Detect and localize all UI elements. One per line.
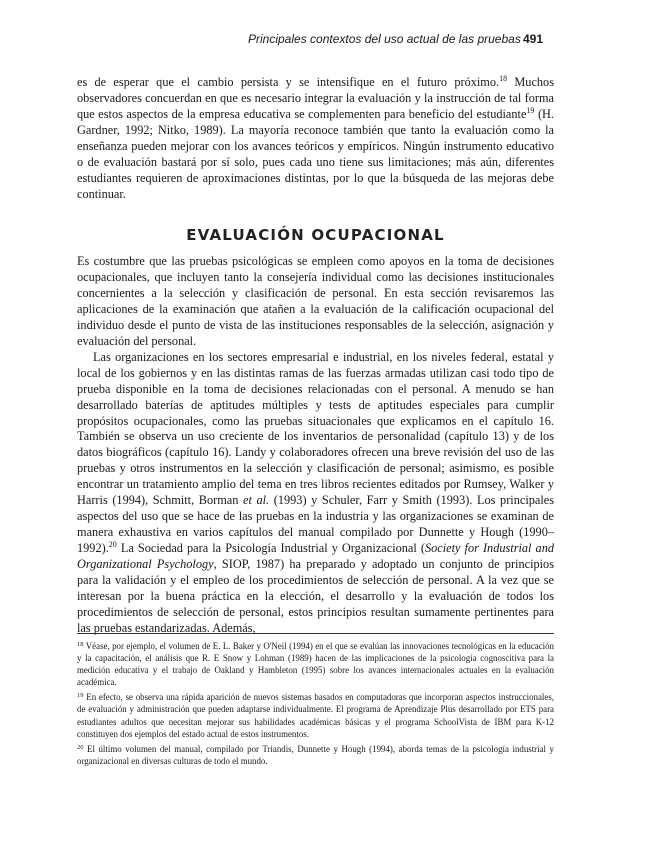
intro-text-3: (H. Gardner, 1992; Nitko, 1989). La mayoría reconoce también que tanto la evaluación como la enseñanza pueden mejorar con los avances teóricos y empíricos. Ningún instrumento educativo o de evaluación bastará por sí solo, pues cada uno tiene sus limitaciones; más aún, diferentes estudiantes requieren de aproximaciones distintas, por lo que la búsqueda de las mejoras debe continuar. xyxy=(77,106,555,201)
page-number: 491 xyxy=(522,32,543,46)
footnote-number: 18 xyxy=(77,641,84,648)
section-paragraph-1: Es costumbre que las pruebas psicológicas se empleen como apoyos en la toma de decisiones ocupacionales, que incluyen tanto la consejería individual como las decisiones institucionales concernientes a la selección y clasificación de personal. En esta sección revisaremos las aplicaciones de la examinación que atañen a la evaluación de la calificación ocupacional del individuo desde el punto de vista de las instituciones responsables de la selección, asignación y evaluación del personal. xyxy=(77,254,554,348)
footnote-text: El último volumen del manual, compilado por Triandis, Dunnette y Hough (1994), aborda temas de la psicología industrial y organizacional en diversas culturas de todo el mundo. xyxy=(77,743,554,766)
section-body xyxy=(77,254,554,637)
para2-text-3: La Sociedad para la Psicología Industrial y Organizacional ( xyxy=(116,541,425,556)
footnote-ref-19: 19 xyxy=(526,105,535,115)
intro-paragraph xyxy=(77,75,554,203)
footnote-ref-18: 18 xyxy=(499,74,508,83)
footnote-number: 19 xyxy=(77,692,84,700)
footnote-text: En efecto, se observa una rápida aparición de nuevos sistemas basados en computadoras que incorporan aspectos instruccionales, de evaluación y administración que pueden adaptarse individualmente. El programa de Aprendizaje Plus desarrollado por ETS para estudiantes adultos que necesitan mejorar sus habilidades académicas básicas y el programa SchoolVista de IBM para K-12 constituyen dos ejemplos del estado actual de estos instrumentos. xyxy=(77,692,554,739)
intro-text-1: es de esperar que el cambio persista y se intensifique en el futuro próximo. xyxy=(77,75,500,89)
section-heading: EVALUACIÓN OCUPACIONAL xyxy=(186,226,445,244)
intro-text-2: Muchos observadores concuerdan en que es necesario integrar la evaluación y la instrucción de tal forma que estos aspectos de la empresa educativa se complementen para beneficio del estudiante xyxy=(77,75,554,121)
para2-text-2: (1993) y Schuler, Farr y Smith (1993). Los principales aspectos del uso que se hace de las pruebas en la industria y las organizaciones se examinan de manera exhaustiva en varios capítulos del manual compilado por Dunnette y Hough (1990–1992). xyxy=(77,493,554,556)
footnote-text: Véase, por ejemplo, el volumen de E. L. Baker y O'Neil (1994) en el que se evalúan las innovaciones tecnológicas en la educación y la capacitación, el análisis que R. E Snow y Lohman (1989) hacen de las implicaciones de la psicología cognoscitiva para la medición educativa y el trabajo de Oakland y Hambleton (1995) sobre los avances internacionales actuales en la evaluación académica. xyxy=(77,641,554,688)
society-english-name: Society for Industrial and Organizational Psychology xyxy=(77,541,554,572)
section-paragraph-2 xyxy=(77,350,554,637)
footnote-number: 20 xyxy=(77,743,84,751)
intro-paragraph-block xyxy=(77,75,554,203)
para2-text-1: Las organizaciones en los sectores empresarial e industrial, en los niveles federal, estatal y local de los gobiernos y en las distintas ramas de las fuerzas armadas utilizan casi todo tipo de prueba disponible en la toma de decisiones relacionadas con el personal. A menudo se han desarrollado baterías de aptitudes múltiples y tests de aptitudes especiales para cumplir propósitos ocupacionales, como las pruebas situacionales que explicamos en el capítulo 16. También se observa un uso creciente de los inventarios de personalidad (capítulo 13) y de los datos biográficos (capítulo 16). Landy y colaboradores ofrecen una breve revisión del uso de las pruebas y otros instrumentos en la selección y clasificación de personal; asimismo, es posible encontrar un tratamiento amplio del tema en tres libros recientes editados por Rumsey, Walker y Harris (1994), Schmitt, Borman xyxy=(77,349,554,508)
et-al: et al. xyxy=(243,493,270,508)
footnote-18 xyxy=(77,640,554,688)
footnote-divider xyxy=(77,633,554,634)
running-title: Principales contextos del uso actual de las pruebas xyxy=(248,32,521,46)
footnotes xyxy=(77,640,554,770)
page-header xyxy=(248,30,543,48)
para2-text-4: , SIOP, 1987) ha preparado y adoptado un conjunto de principios para la validación y el empleo de los procedimientos de selección de personal. A la vez que se interesan por la buena práctica en la elección, el desarrollo y la evaluación de todos los procedimientos de selección de personal, estos principios resultan sumamente pertinentes para las pruebas estandarizadas. Además, xyxy=(77,557,554,635)
footnote-19 xyxy=(77,691,554,739)
footnote-20 xyxy=(77,743,554,767)
footnote-ref-20: 20 xyxy=(108,540,117,550)
